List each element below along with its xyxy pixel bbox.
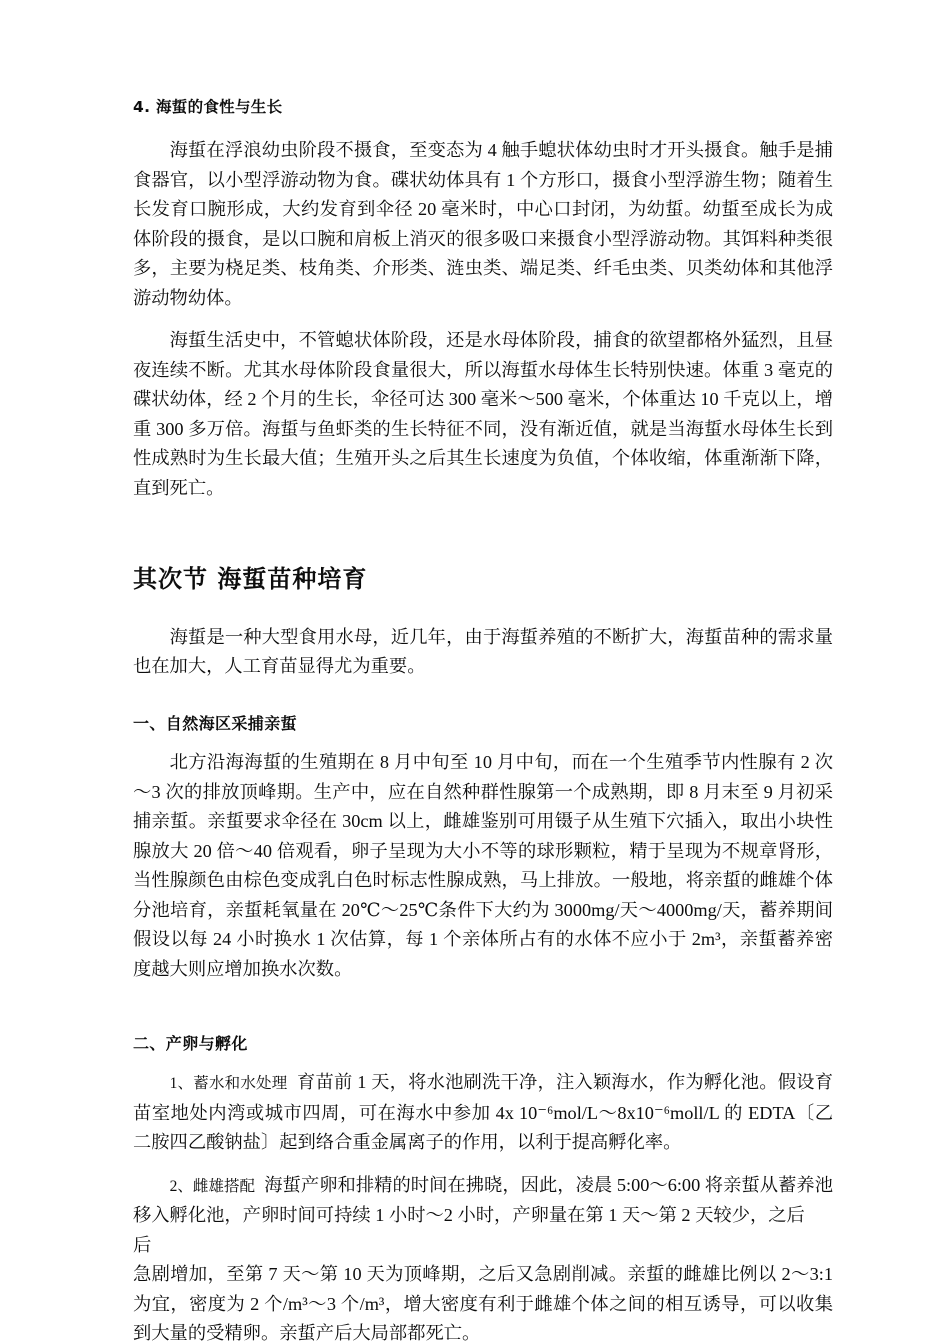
spacer — [133, 313, 833, 326]
heading-sub-natural-sea-collection: 一、自然海区采捕亲蜇 — [133, 713, 298, 733]
heading-numbered-4: 4. 海蜇的食性与生长 — [133, 98, 283, 116]
spacer — [133, 597, 833, 623]
spacer — [133, 1055, 833, 1068]
paragraph-intro-seedling: 海蜇是一种大型食用水母，近几年，由于海蜇养殖的不断扩大，海蜇苗种的需求量也在加大，人工育苗显得尤为重要。 — [133, 626, 833, 677]
paragraph-label-2: 2、雌雄搭配 — [169, 1177, 256, 1195]
paragraph-broodstock-collection: 北方沿海海蜇的生殖期在 8 月中旬至 10 月中旬，而在一个生殖季节内性腺有 2 次～3 次的排放顶峰期。生产中，应在自然种群性腺第一个成熟期，即 8 月末至 9 月初采捕亲蜇。亲蜇要求伞径在 30cm 以上，雌雄鉴别可用镊子从生殖下穴插入，取出小块性腺放大 20 倍～40 倍观看，卵子呈现为大小不等的球形颗粒，精于呈现为不规章肾形，当性腺颜色由棕色变成乳白色时标志性腺成熟，马上排放。一般地，将亲蜇的雌雄个体分池培育，亲蜇耗氧量在 20℃～25℃条件下大约为 3000mg/天～4000mg/天，蓄养期间假设以每 24 小时换水 1 次估算，每 1 个亲体所占有的水体不应小于 2m³，亲蜇蓄养密度越大则应增加换水次数。 — [133, 752, 833, 979]
paragraph-water-storage-text: 育苗前 1 天，将水池刷洗干净，注入颖海水，作为孵化池。假设育苗室地处内湾或城市四周，可在海水中参加 4x 10⁻⁶mol/L～8x10⁻⁶moll/L 的 EDTA〔乙二胺四乙酸钠盐〕起到络合重金属离子的作用，以利于提高孵化率。 — [133, 1072, 834, 1153]
paragraph-water-storage-treatment — [133, 1068, 833, 1158]
spacer — [133, 503, 833, 563]
paragraph-spawning-peak: 急剧增加，至第 7 天～第 10 天为顶峰期，之后又急剧削减。亲蜇的雌雄比例以 2～3:1 为宜，密度为 2 个/m³～3 个/m³，增大密度有利于雌雄个体之间的相互诱导，可以收集到大量的受精卵。亲蜇产后大局部都死亡。 — [133, 1264, 833, 1344]
page-content — [133, 96, 833, 1344]
paragraph-feeding-and-growth-2: 海蜇生活史中，不管螅状体阶段，还是水母体阶段，捕食的欲望都格外猛烈，且昼夜连续不断。尤其水母体阶段食量很大，所以海蜇水母体生长特别快速。体重 3 毫克的碟状幼体，经 2 个月的生长，伞径可达 300 毫米～500 毫米，个体重达 10 千克以上，增重 300 多万倍。海蜇与鱼虾类的生长特征不同，没有渐近值，就是当海蜇水母体生长到性成熟时为生长最大值；生殖开头之后其生长速度为负值，个体收缩，体重渐渐下降， 直到死亡。 — [133, 330, 833, 498]
spacer — [133, 682, 833, 712]
paragraph-feeding-and-growth-1: 海蜇在浮浪幼虫阶段不摄食，至变态为 4 触手螅状体幼虫时才开头摄食。触手是捕食器官，以小型浮游动物为食。碟状幼体具有 1 个方形口，摄食小型浮游生物；随着生长发育口腕形成，大约发育到伞径 20 毫米时，中心口封闭，为幼蜇。幼蜇至成长为成体阶段的摄食，是以口腕和肩板上消灭的很多吸口来摄食小型浮游动物。其饵料种类很多，主要为桡足类、枝角类、介形类、涟虫类、端足类、纤毛虫类、贝类幼体和其他浮游动物幼体。 — [133, 140, 833, 308]
paragraph-male-female-pairing — [133, 1171, 833, 1231]
heading-sub-spawning-and-hatching: 二、产卵与孵化 — [133, 1034, 248, 1054]
heading-section-seedling-cultivation: 其次节 海蜇苗种培育 — [133, 565, 368, 594]
spacer — [133, 735, 833, 748]
spacer — [133, 984, 833, 1032]
paragraph-male-female-text: 海蜇产卵和排精的时间在拂晓，因此，凌晨 5:00～6:00 将亲蜇从蓄养池移入孵化池，产卵时间可持续 1 小时～2 小时，产卵量在第 1 天～第 2 天较少，之后 — [133, 1174, 833, 1226]
paragraph-continuation-marker: 后 — [133, 1234, 152, 1255]
spacer — [133, 1158, 833, 1171]
paragraph-label-1: 1、蓄水和水处理 — [169, 1075, 288, 1093]
